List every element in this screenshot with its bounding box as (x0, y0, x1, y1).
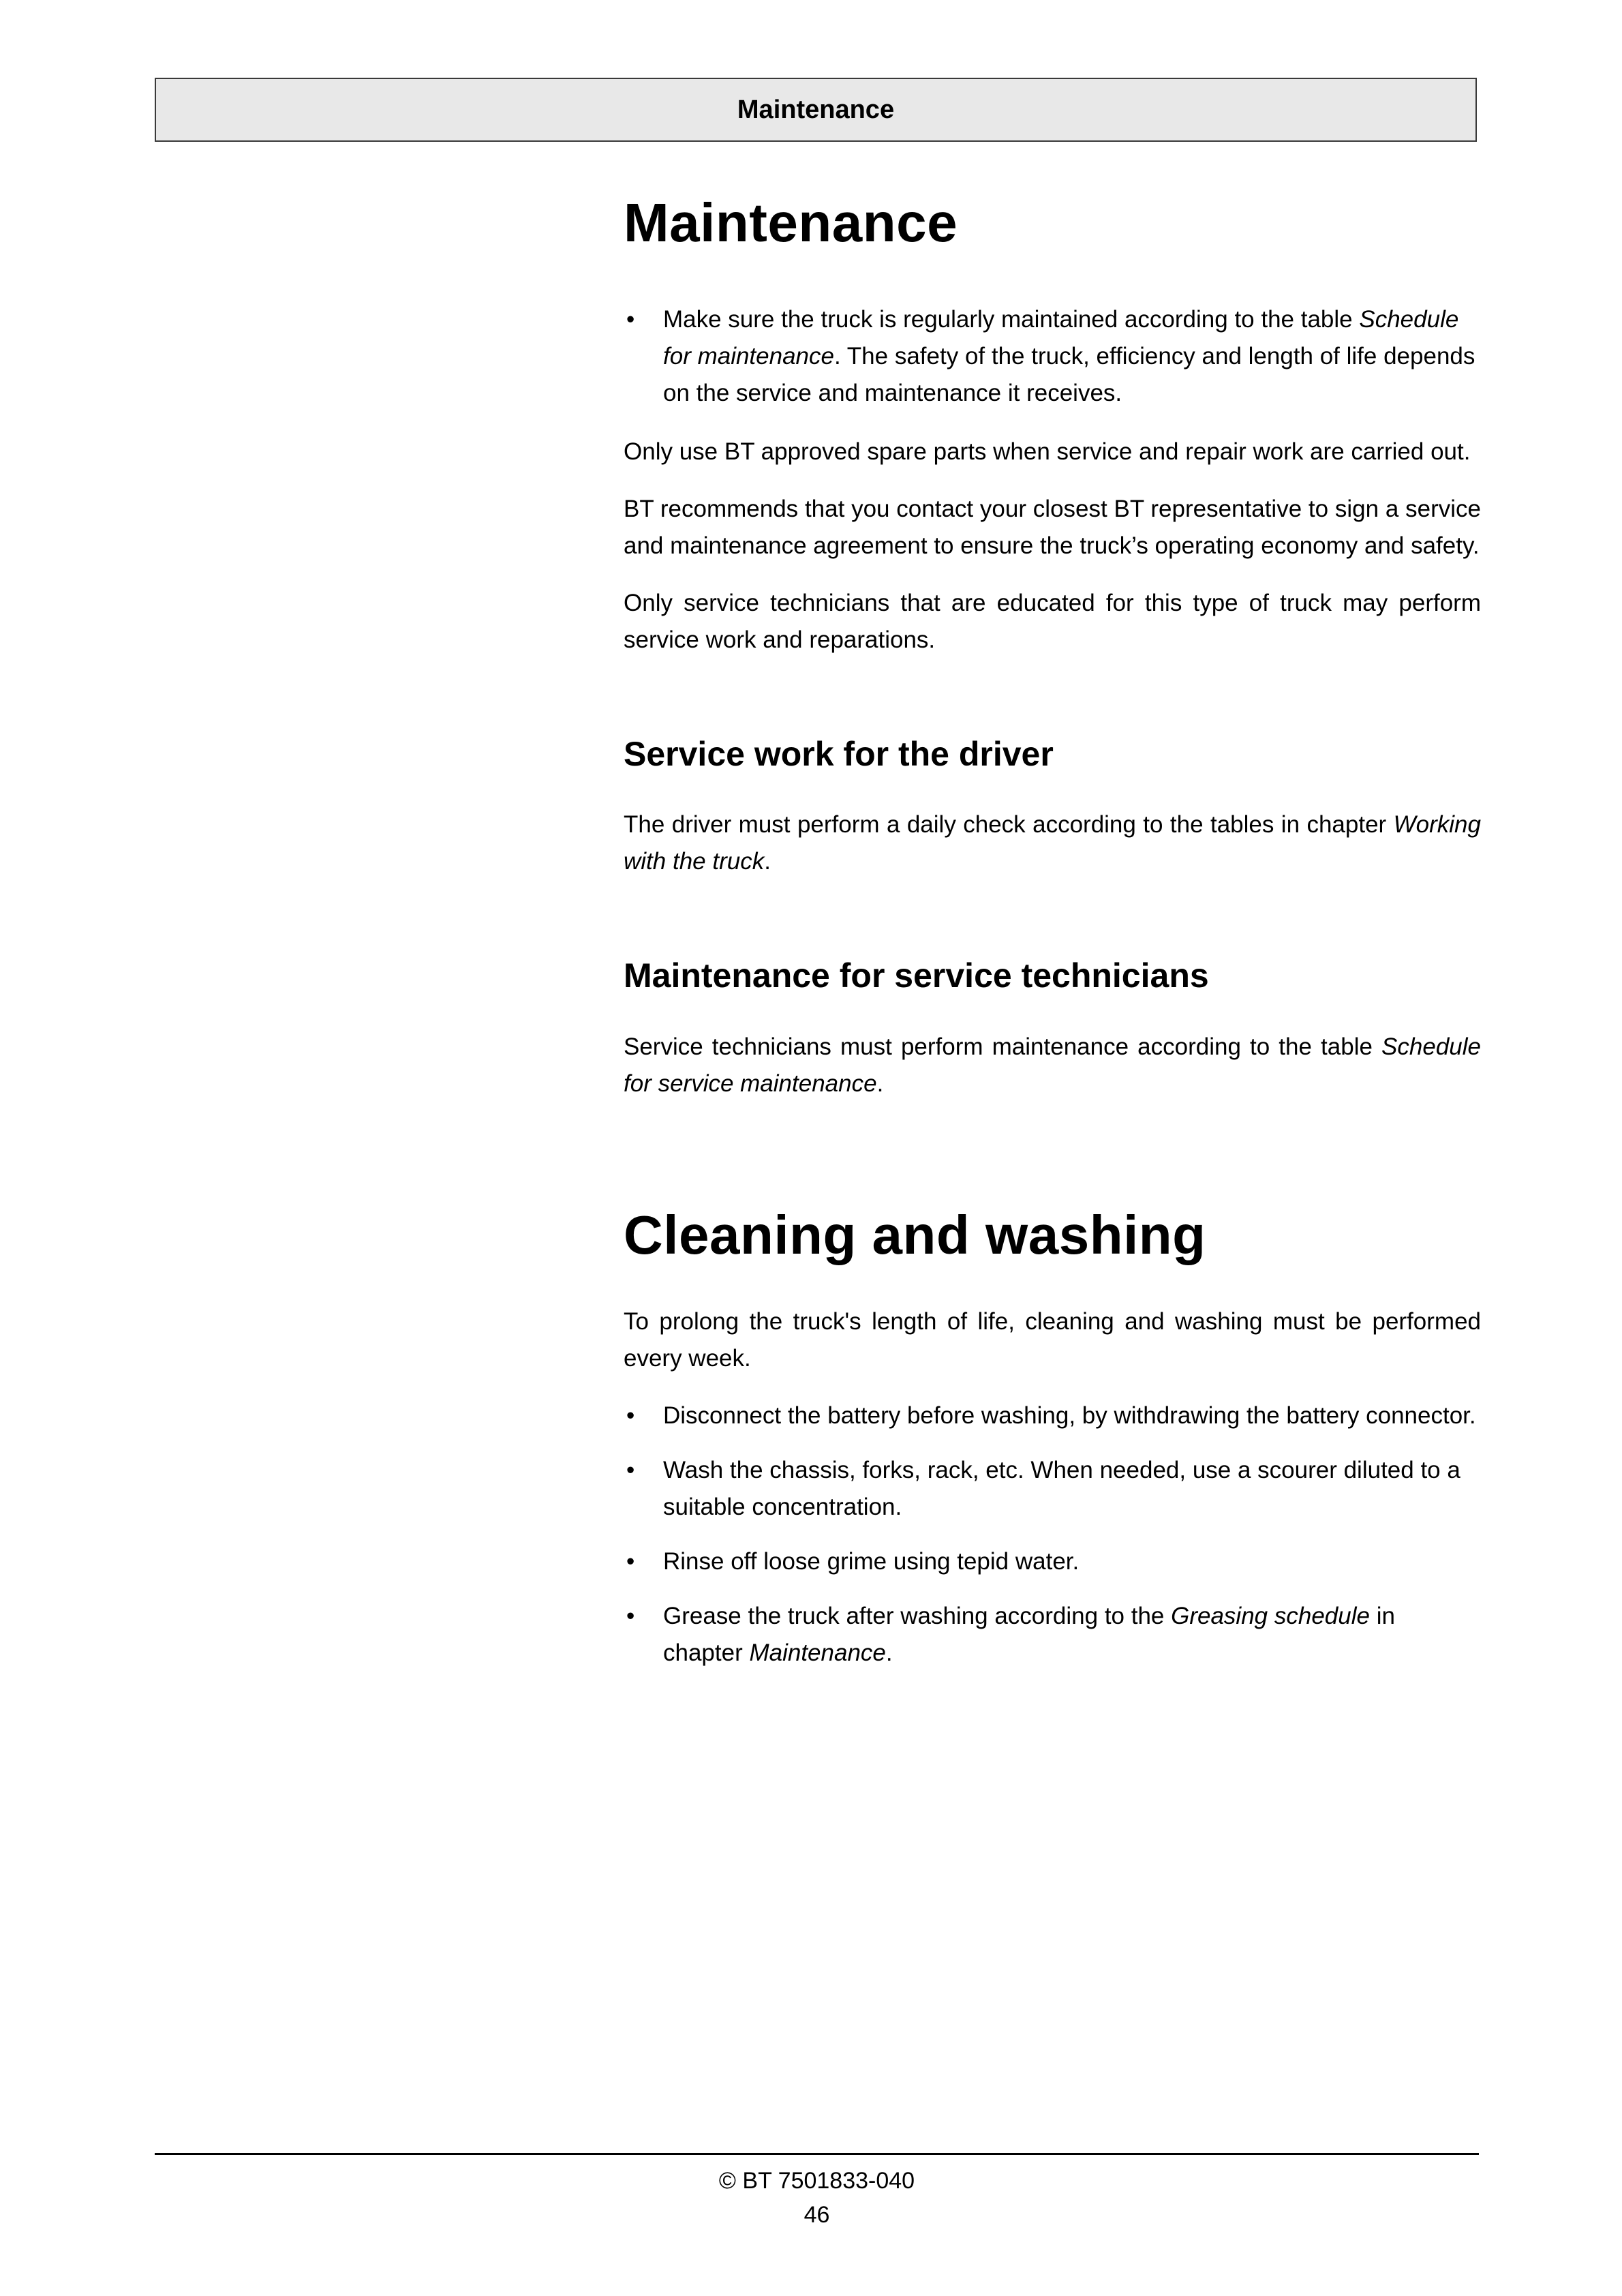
driver-check-text-1: The driver must perform a daily check according to the tables in chapter (624, 811, 1394, 839)
bullet-rinse-grime: Rinse off loose grime using tepid water. (663, 1548, 1080, 1575)
intro-bullet-text-2: . The safety of the truck, efficiency and length of life depends on the service and maintenance it receives. (663, 342, 1475, 406)
list-item (624, 1598, 1481, 1672)
bullet-disconnect-battery: Disconnect the battery before washing, by withdrawing the battery connector. (663, 1402, 1476, 1430)
driver-check-text-2: . (764, 848, 771, 875)
page-footer (155, 2153, 1479, 2231)
bullet-grease-text-3: . (885, 1640, 893, 1667)
heading-service-work-for-driver: Service work for the driver (624, 734, 1054, 773)
bullet-grease-text-2: in chapter (663, 1603, 1395, 1667)
technician-text-1: Service technicians must perform maintenance according to the table (624, 1033, 1382, 1060)
bullet-grease-italic-2: Maintenance (749, 1640, 886, 1667)
page-header-label: Maintenance (737, 95, 895, 124)
paragraph-driver-daily-check (624, 806, 1481, 880)
list-item (624, 1452, 1481, 1526)
footer-page-number: 46 (804, 2202, 830, 2228)
bullet-grease-text-1: Grease the truck after washing according to the (663, 1603, 1172, 1630)
list-item (624, 301, 1481, 412)
cleaning-bullet-list (624, 1398, 1481, 1672)
title-cleaning-and-washing: Cleaning and washing (624, 1204, 1206, 1265)
paragraph-spare-parts: Only use BT approved spare parts when service and repair work are carried out. (624, 438, 1471, 465)
footer-copyright: © BT 7501833-040 (718, 2168, 915, 2194)
paragraph-cleaning-intro: To prolong the truck's length of life, cleaning and washing must be performed every week. (624, 1308, 1481, 1372)
bullet-wash-chassis: Wash the chassis, forks, rack, etc. When needed, use a scourer diluted to a suitable concentration. (663, 1457, 1460, 1521)
bullet-grease-italic-1: Greasing schedule (1171, 1603, 1370, 1630)
technician-italic: Schedule for service maintenance (624, 1033, 1481, 1097)
list-item (624, 1543, 1481, 1580)
page-content (624, 0, 1481, 1693)
technician-text-2: . (876, 1070, 884, 1097)
intro-bullet-text-1: Make sure the truck is regularly maintained according to the table (663, 305, 1360, 333)
intro-bullet-list (624, 301, 1481, 412)
paragraph-bt-recommends: BT recommends that you contact your closest BT representative to sign a service and maintenance agreement to ensure the truck’s operating economy and safety. (624, 495, 1481, 559)
paragraph-technician-maintenance (624, 1029, 1481, 1102)
list-item (624, 1398, 1481, 1434)
heading-maintenance-for-technicians: Maintenance for service technicians (624, 956, 1209, 995)
intro-bullet-italic: Schedule for maintenance (663, 305, 1459, 369)
title-maintenance: Maintenance (624, 192, 958, 253)
driver-check-italic: Working with the truck (624, 811, 1481, 875)
paragraph-service-technicians: Only service technicians that are educated for this type of truck may perform service work and reparations. (624, 589, 1481, 653)
